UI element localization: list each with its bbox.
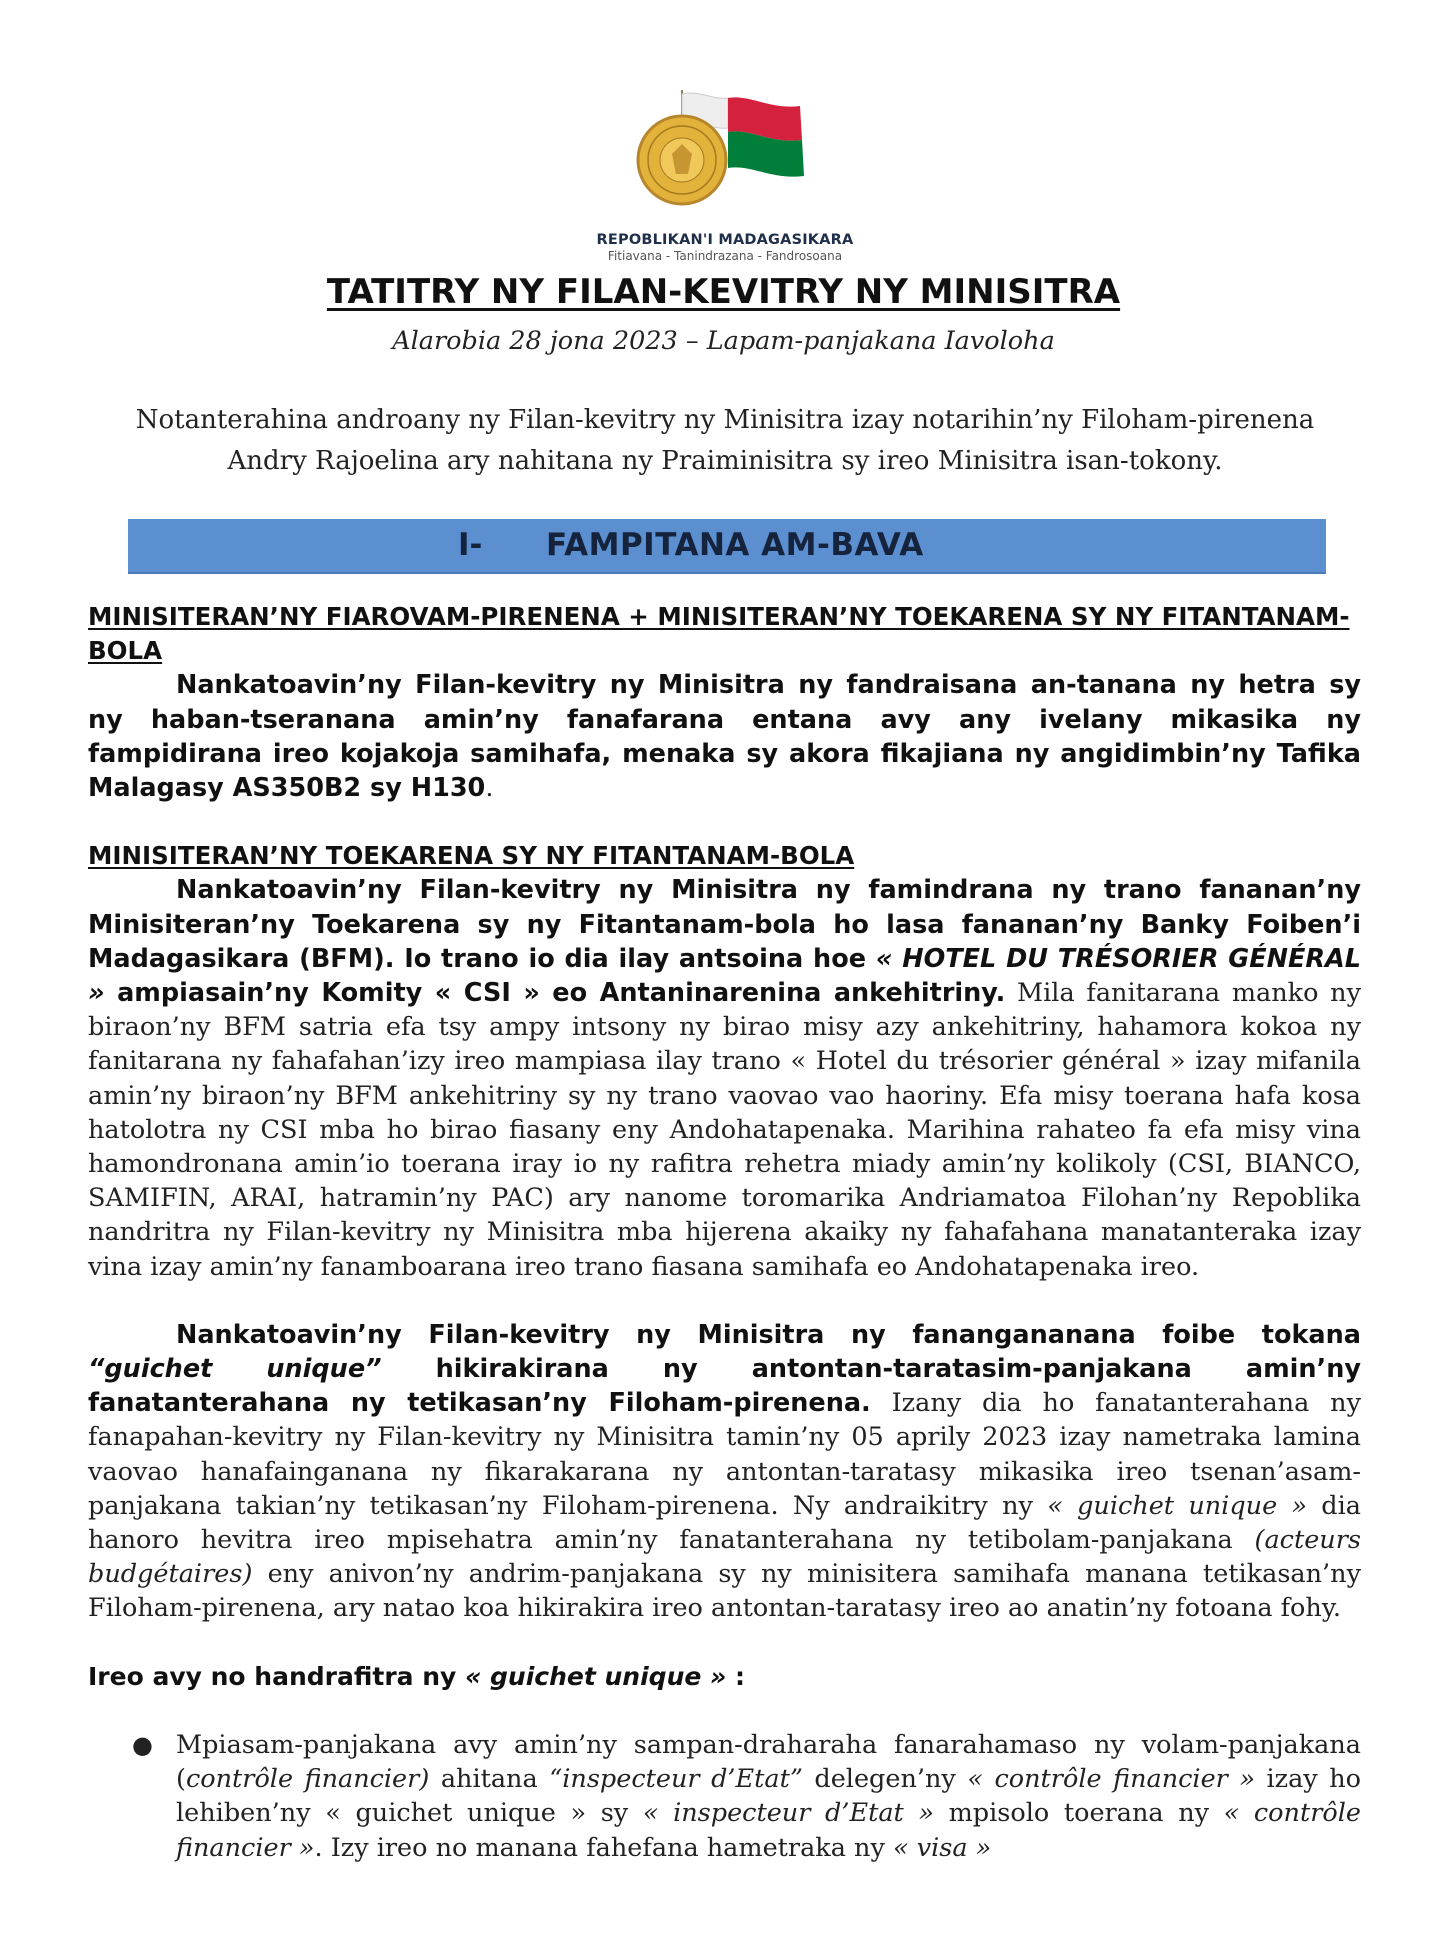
document-title: TATITRY NY FILAN-KEVITRY NY MINISITRA	[326, 272, 1121, 312]
republic-motto: Fitiavana - Tanindrazana - Fandrosoana	[607, 249, 843, 263]
italic-acteurs: (acteurs budgétaires)	[88, 1525, 1361, 1590]
republic-name: REPOBLIKAN'I MADAGASIKARA	[596, 232, 854, 248]
document-date-place: Alarobia 28 jona 2023 – Lapam-panjakana Iavoloha	[392, 326, 1055, 356]
bold-text-b: ampiasain’ny Komity « CSI » eo Antaninarenina ankehitriny.	[104, 978, 1006, 1009]
italic-guichet: « guichet unique »	[1047, 1490, 1308, 1521]
republic-branding	[520, 232, 930, 263]
bold-italic-guichet: “guichet unique”	[88, 1354, 382, 1385]
text-b: dia hanoro hevitra ireo mpisehatra amin’ny fanatanterahana ny tetibolam-panjakana	[88, 1490, 1361, 1556]
bullet-icon: ●	[132, 1730, 153, 1759]
bold-text-b: hikirakirana ny antontan-taratasim-panjakana amin’ny fanatanterahana ny tetikasan’ny Filoham-pirenena.	[88, 1354, 1361, 1419]
list-item: ● Mpiasam-panjakana avy amin’ny sampan-draharaha fanarahamaso ny volam-panjakana (contrôle financier) ahitana “inspecteur d’Etat” delegen’ny « contrôle financier » izay ho lehiben’ny « guichet unique » sy « inspecteur d’Etat » mpisolo toerana ny « contrôle financier ». Izy ireo no manana fahefana hametraka ny « visa »	[132, 1729, 1362, 1863]
section-heading-finance: MINISITERAN’NY TOEKARENA SY NY FITANTANAM-BOLA	[88, 841, 855, 871]
bold-text-a: Nankatoavin’ny Filan-kevitry ny Minisitra ny famindrana ny trano fananan’ny Minisiteran’ny Toekarena sy ny Fitantanam-bola ho lasa fananan’ny Banky Foiben’i Madagasikara (BFM). Io trano io dia ilay antsoina hoe	[88, 875, 1361, 974]
section-banner	[128, 519, 1326, 574]
section-heading-defense-finance: MINISITERAN’NY FIAROVAM-PIRENENA + MINISITERAN’NY TOEKARENA SY NY FITANTANAM-BOLA	[88, 602, 1350, 666]
paragraph-guichet-unique	[88, 1318, 1361, 1626]
members-label: Ireo avy no handrafitra ny « guichet unique » :	[88, 1661, 745, 1691]
paragraph-helicopter-taxes	[88, 668, 1361, 805]
national-emblem-logo	[630, 88, 820, 218]
paragraph-building-transfer	[88, 873, 1361, 1283]
paragraph-bold-text: Nankatoavin’ny Filan-kevitry ny Minisitra ny fandraisana an-tanana ny hetra sy ny haban-tseranana amin’ny fanafarana entana avy any ivelany mikasika ny fampidirana ireo kojakoja samihafa, menaka sy akora fikajiana ny angidimbin’ny Tafika Malagasy AS350B2 sy H130	[88, 670, 1361, 804]
bold-text-a: Nankatoavin’ny Filan-kevitry ny Minisitra ny fanangananana foibe tokana	[176, 1319, 1361, 1350]
section-number: I-	[458, 527, 483, 563]
paragraph-rest: Mila fanitarana manko ny biraon’ny BFM satria efa tsy ampy intsony ny birao misy azy ankehitriny, hahamora kokoa ny fanitarana ny fahafahan’izy ireo mampiasa ilay trano « Hotel du trésorier général » izay mifanila amin’ny biraon’ny BFM ankehitriny sy ny trano vaovao vao haoriny. Efa misy toerana hafa kosa hatolotra ny CSI mba ho birao fiasany eny Andohatapenaka. Marihina rahateo fa efa misy vina hamondronana amin’io toerana iray io ny rafitra rehetra miady amin’ny kolikoly (CSI, BIANCO, SAMIFIN, ARAI, hatramin’ny PAC) ary nanome toromarika Andriamatoa Filohan’ny Repoblika nandritra ny Filan-kevitry ny Minisitra mba hijerena akaiky ny fahafahana manatanteraka izay vina izay amin’ny fanamboarana ireo trano fiasana samihafa eo Andohatapenaka ireo.	[88, 978, 1361, 1282]
section-title: FAMPITANA AM-BAVA	[546, 527, 924, 563]
text-a: Izany dia ho fanatanterahana ny fanapahan-kevitry ny Filan-kevitry ny Minisitra tamin’ny 05 aprily 2023 izay nametraka lamina vaovao hanafainganana ny fikarakarana ny antontan-taratasy mikasika ireo tsenan’asam-panjakana takian’ny tetikasan’ny Filoham-pirenena. Ny andraikitry ny	[88, 1388, 1361, 1521]
text-c: eny anivon’ny andrim-panjakana sy ny minisitera samihafa manana tetikasan’ny Filoham-pirenena, ary natao koa hikirakira ireo antontan-taratasy ireo ao anatin’ny fotoana fohy.	[88, 1559, 1361, 1624]
bold-italic-hotel-name: « HOTEL DU TRÉSORIER GÉNÉRAL »	[88, 943, 1362, 1009]
intro-paragraph: Notanterahina androany ny Filan-kevitry ny Minisitra izay notarihin’ny Filoham-pirenena Andry Rajoelina ary nahitana ny Praiminisitra sy ireo Minisitra isan-tokony.	[135, 405, 1315, 476]
members-list	[88, 1728, 1361, 1865]
paragraph-end: .	[485, 773, 494, 804]
document-content	[88, 600, 1361, 1865]
